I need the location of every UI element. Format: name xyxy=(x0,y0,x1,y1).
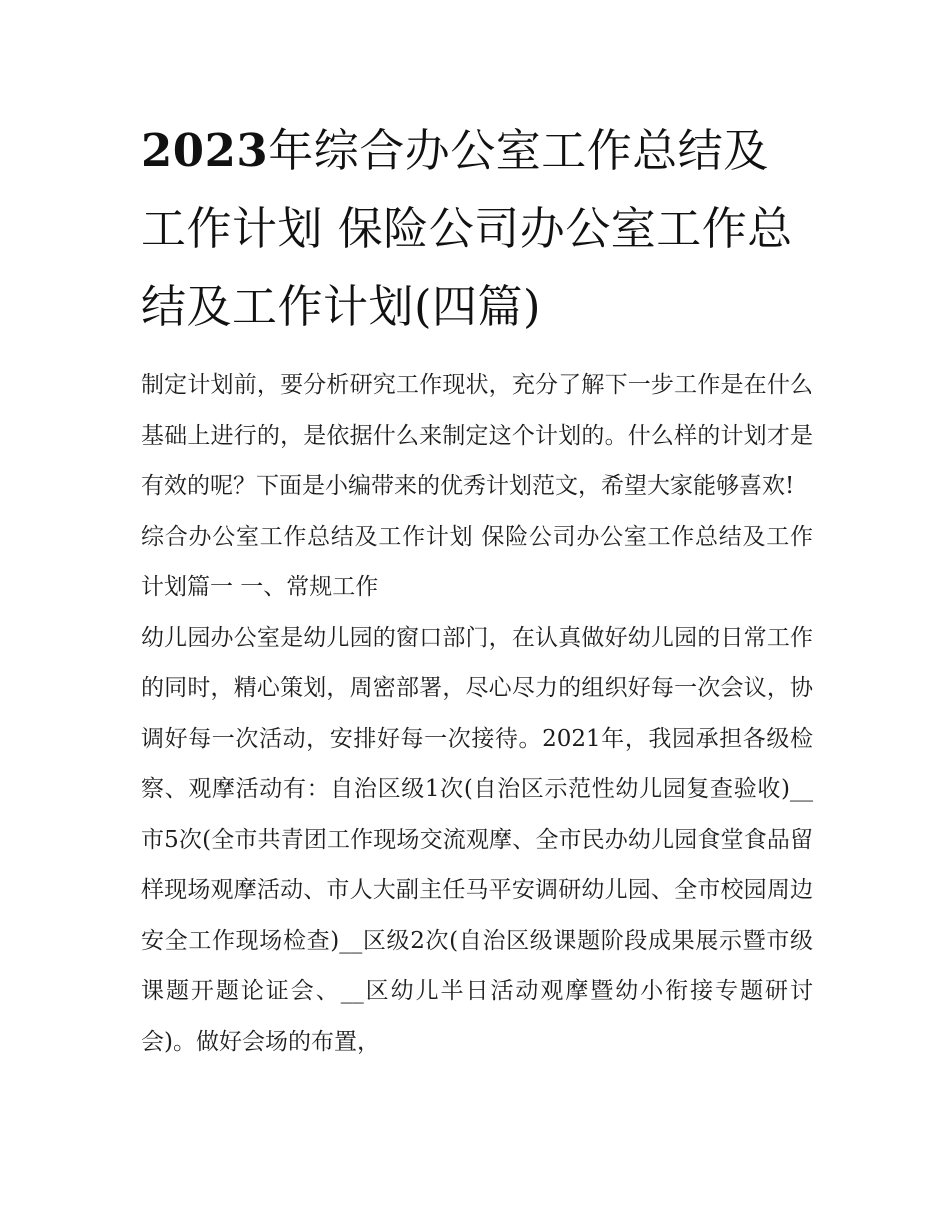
title-text: 年综合办公室工作总结及工作计划 保险公司办公室工作总结及工作计划(四篇) xyxy=(141,124,793,333)
intro-paragraph: 制定计划前，要分析研究工作现状，充分了解下一步工作是在什么基础上进行的，是依据什么来制定这个计划的。什么样的计划才是有效的呢？下面是小编带来的优秀计划范文，希望大家能够喜欢! xyxy=(141,372,813,499)
section-heading-paragraph: 综合办公室工作总结及工作计划 保险公司办公室工作总结及工作计划篇一 一、常规工作 xyxy=(141,523,813,600)
document-body xyxy=(141,112,813,1067)
title-year: 2023 xyxy=(141,124,269,177)
body-paragraph: 幼儿园办公室是幼儿园的窗口部门，在认真做好幼儿园的日常工作的同时，精心策划，周密部署，尽心尽力的组织好每一次会议，协调好每一次活动，安排好每一次接待。2021年，我园承担各级检察、观摩活动有：自治区级1次(自治区示范性幼儿园复查验收)__市5次(全市共青团工作现场交流观摩、全市民办幼儿园食堂食品留样现场观摩活动、市人大副主任马平安调研幼儿园、全市校园周边安全工作现场检查)__区级2次(自治区级课题阶段成果展示暨市级课题开题论证会、__区幼儿半日活动观摩暨幼小衔接专题研讨会)。做好会场的布置， xyxy=(141,624,813,1055)
document-title xyxy=(141,112,813,346)
